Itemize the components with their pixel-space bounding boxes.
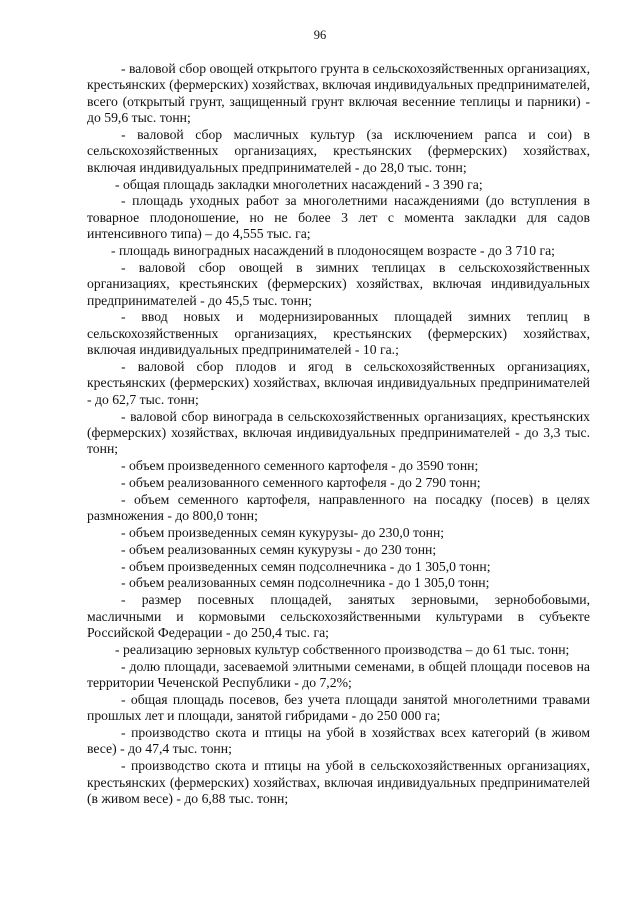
- paragraph: - долю площади, засеваемой элитными семенами, в общей площади посевов на территории Чеченской Республики - до 7,2%;: [87, 658, 590, 691]
- paragraph: - валовой сбор винограда в сельскохозяйственных организациях, крестьянских (фермерских) хозяйствах, включая индивидуальных предпринимателей - до 3,3 тыс. тонн;: [87, 408, 590, 457]
- paragraph: - производство скота и птицы на убой в хозяйствах всех категорий (в живом весе) - до 47,4 тыс. тонн;: [87, 725, 590, 757]
- paragraph: - валовой сбор масличных культур (за исключением рапса и сои) в сельскохозяйственных организациях, крестьянских (фермерских) хозяйствах, включая индивидуальных предпринимателей - до 28,0 тыс. тонн;: [87, 127, 590, 175]
- paragraph: - размер посевных площадей, занятых зерновыми, зернобобовыми, масличными и кормовыми сельскохозяйственными культурами в субъекте Российской Федерации - до 250,4 тыс. га;: [87, 592, 590, 641]
- paragraph: - реализацию зерновых культур собственного производства – до 61 тыс. тонн;: [115, 641, 570, 657]
- paragraph: - объем реализованного семенного картофеля - до 2 790 тонн;: [121, 475, 481, 491]
- paragraph: - валовой сбор плодов и ягод в сельскохозяйственных организациях, крестьянских (фермерских) хозяйствах, включая индивидуальных предпринимателей - до 62,7 тыс. тонн;: [87, 359, 590, 407]
- paragraph: - общая площадь закладки многолетних насаждений - 3 390 га;: [115, 176, 483, 192]
- paragraph: - валовой сбор овощей в зимних теплицах в сельскохозяйственных организациях, крестьянских (фермерских) хозяйствах, включая индивидуальных предпринимателей - до 45,5 тыс. тонн;: [87, 259, 590, 308]
- paragraph: - производство скота и птицы на убой в сельскохозяйственных организациях, крестьянских (фермерских) хозяйствах, включая индивидуальных предпринимателей (в живом весе) - до 6,88 тыс. тонн;: [87, 758, 590, 807]
- paragraph: - объем реализованных семян кукурузы - до 230 тонн;: [121, 541, 437, 557]
- paragraph: - объем произведенных семян подсолнечника - до 1 305,0 тонн;: [121, 558, 491, 574]
- paragraph: - общая площадь посевов, без учета площади занятой многолетними травами прошлых лет и площади, занятой гибридами - до 250 000 га;: [87, 691, 590, 724]
- paragraph: - объем семенного картофеля, направленного на посадку (посев) в целях размножения - до 800,0 тонн;: [87, 491, 590, 524]
- paragraph: - валовой сбор овощей открытого грунта в сельскохозяйственных организациях, крестьянских (фермерских) хозяйствах, включая индивидуальных предпринимателей, всего (открытый грунт, защищенный грунт включая весенние теплицы и парники) - до 59,6 тыс. тонн;: [87, 61, 590, 126]
- paragraph: - площадь виноградных насаждений в плодоносящем возрасте - до 3 710 га;: [111, 243, 555, 259]
- page-number: 96: [313, 28, 327, 42]
- paragraph: - объем произведенного семенного картофеля - до 3590 тонн;: [121, 458, 479, 474]
- paragraph: - объем реализованных семян подсолнечника - до 1 305,0 тонн;: [121, 575, 490, 591]
- paragraph: - площадь уходных работ за многолетними насаждениями (до вступления в товарное плодоношение, но не более 3 лет с момента закладки для садов интенсивного типа) – до 4,555 тыс. га;: [87, 193, 590, 242]
- paragraph: - ввод новых и модернизированных площадей зимних теплиц в сельскохозяйственных организациях, крестьянских (фермерских) хозяйствах, включая индивидуальных предпринимателей - 10 га.;: [87, 309, 590, 358]
- paragraph: - объем произведенных семян кукурузы- до 230,0 тонн;: [121, 525, 445, 541]
- page-body: [87, 61, 590, 808]
